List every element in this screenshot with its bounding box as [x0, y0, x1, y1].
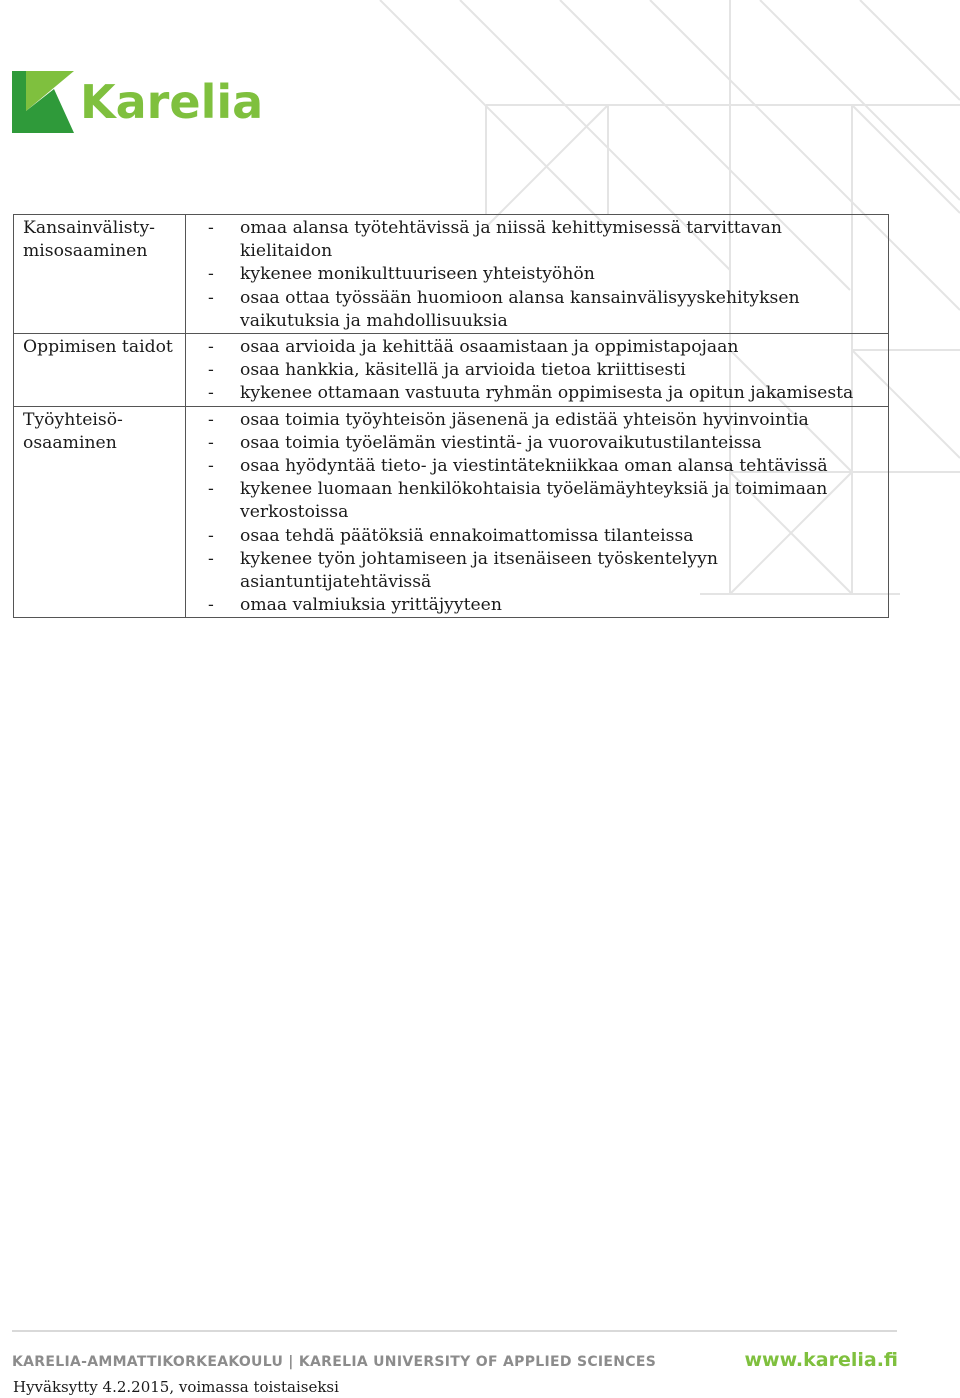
competence-items-cell	[186, 215, 889, 334]
competence-area-label: Työyhteisö- osaaminen	[23, 409, 123, 453]
list-item: - omaa valmiuksia yrittäjyyteen	[208, 594, 878, 617]
competence-area-cell	[14, 406, 186, 618]
competence-items-cell	[186, 406, 889, 618]
logo-k-icon	[12, 71, 74, 133]
list-item: - osaa hyödyntää tieto- ja viestintätekniikkaa oman alansa tehtävissä	[208, 455, 878, 478]
approval-note: Hyväksytty 4.2.2015, voimassa toistaiseksi	[13, 1378, 339, 1396]
table-row	[14, 334, 889, 407]
list-item: - omaa alansa työtehtävissä ja niissä kehittymisessä tarvittavan kielitaidon	[208, 217, 878, 263]
footer-organization: KARELIA-AMMATTIKORKEAKOULU | KARELIA UNIVERSITY OF APPLIED SCIENCES	[12, 1354, 657, 1370]
competence-list	[208, 336, 878, 406]
footer-divider	[12, 1330, 897, 1332]
list-item: - osaa toimia työelämän viestintä- ja vuorovaikutustilanteissa	[208, 432, 878, 455]
competence-area-cell	[14, 334, 186, 407]
competence-list	[208, 409, 878, 618]
list-item: - osaa ottaa työssään huomioon alansa kansainvälisyyskehityksen vaikutuksia ja mahdollisuuksia	[208, 287, 878, 333]
list-item: - kykenee luomaan henkilökohtaisia työelämäyhteyksiä ja toimimaan verkostoissa	[208, 478, 878, 524]
list-item: - kykenee monikulttuuriseen yhteistyöhön	[208, 263, 878, 286]
list-item: - osaa arvioida ja kehittää osaamistaan ja oppimistapojaan	[208, 336, 878, 359]
competence-table	[13, 214, 889, 618]
list-item: - osaa hankkia, käsitellä ja arvioida tietoa kriittisesti	[208, 359, 878, 382]
competence-area-label: Kansainvälisty- misosaaminen	[23, 218, 155, 262]
table-row	[14, 406, 889, 618]
list-item: - osaa toimia työyhteisön jäsenenä ja edistää yhteisön hyvinvointia	[208, 409, 878, 432]
list-item: - kykenee työn johtamiseen ja itsenäiseen työskentelyyn asiantuntijatehtävissä	[208, 548, 878, 594]
competence-area-cell	[14, 215, 186, 334]
table-row	[14, 215, 889, 334]
competence-list	[208, 217, 878, 333]
list-item: - osaa tehdä päätöksiä ennakoimattomissa tilanteissa	[208, 525, 878, 548]
logo-wordmark: Karelia	[80, 75, 264, 129]
karelia-logo	[12, 70, 263, 134]
footer-website-link[interactable]: www.karelia.fi	[744, 1349, 898, 1371]
competence-area-label: Oppimisen taidot	[23, 337, 173, 358]
list-item: - kykenee ottamaan vastuuta ryhmän oppimisesta ja opitun jakamisesta	[208, 382, 878, 405]
competence-items-cell	[186, 334, 889, 407]
